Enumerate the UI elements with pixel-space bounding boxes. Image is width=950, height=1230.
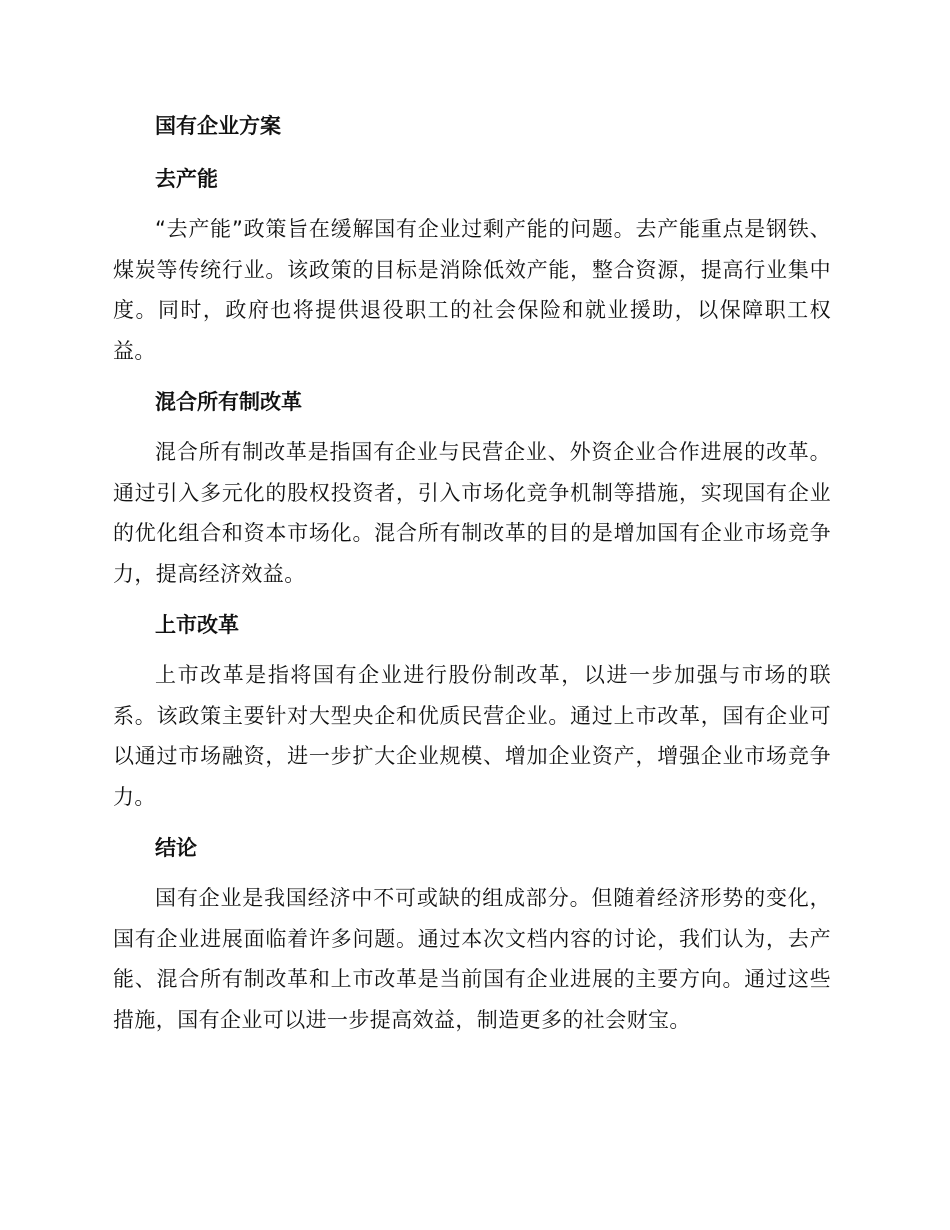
section-paragraph-mixed-ownership-reform: 混合所有制改革是指国有企业与民营企业、外资企业合作进展的改革。通过引入多元化的股权投资者，引入市场化竞争机制等措施，实现国有企业的优化组合和资本市场化。混合所有制改革的目的是增加国有企业市场竞争力，提高经济效益。 bbox=[113, 440, 831, 586]
section-paragraph-capacity-reduction: “去产能”政策旨在缓解国有企业过剩产能的问题。去产能重点是钢铁、煤炭等传统行业。该政策的目标是消除低效产能，整合资源，提高行业集中度。同时，政府也将提供退役职工的社会保险和就业援助，以保障职工权益。 bbox=[113, 217, 831, 363]
document-body bbox=[113, 110, 831, 1040]
section-heading-capacity-reduction: 去产能 bbox=[155, 167, 218, 191]
section-heading-conclusion: 结论 bbox=[155, 836, 197, 860]
section-paragraph-conclusion: 国有企业是我国经济中不可或缺的组成部分。但随着经济形势的变化，国有企业进展面临着许多问题。通过本次文档内容的讨论，我们认为，去产能、混合所有制改革和上市改革是当前国有企业进展的主要方向。通过这些措施，国有企业可以进一步提高效益，制造更多的社会财宝。 bbox=[113, 886, 831, 1032]
document-title: 国有企业方案 bbox=[155, 114, 281, 138]
section-heading-mixed-ownership-reform: 混合所有制改革 bbox=[155, 390, 302, 414]
section-paragraph-listing-reform: 上市改革是指将国有企业进行股份制改革，以进一步加强与市场的联系。该政策主要针对大型央企和优质民营企业。通过上市改革，国有企业可以通过市场融资，进一步扩大企业规模、增加企业资产，增强企业市场竞争力。 bbox=[113, 663, 831, 809]
section-heading-listing-reform: 上市改革 bbox=[155, 613, 239, 637]
